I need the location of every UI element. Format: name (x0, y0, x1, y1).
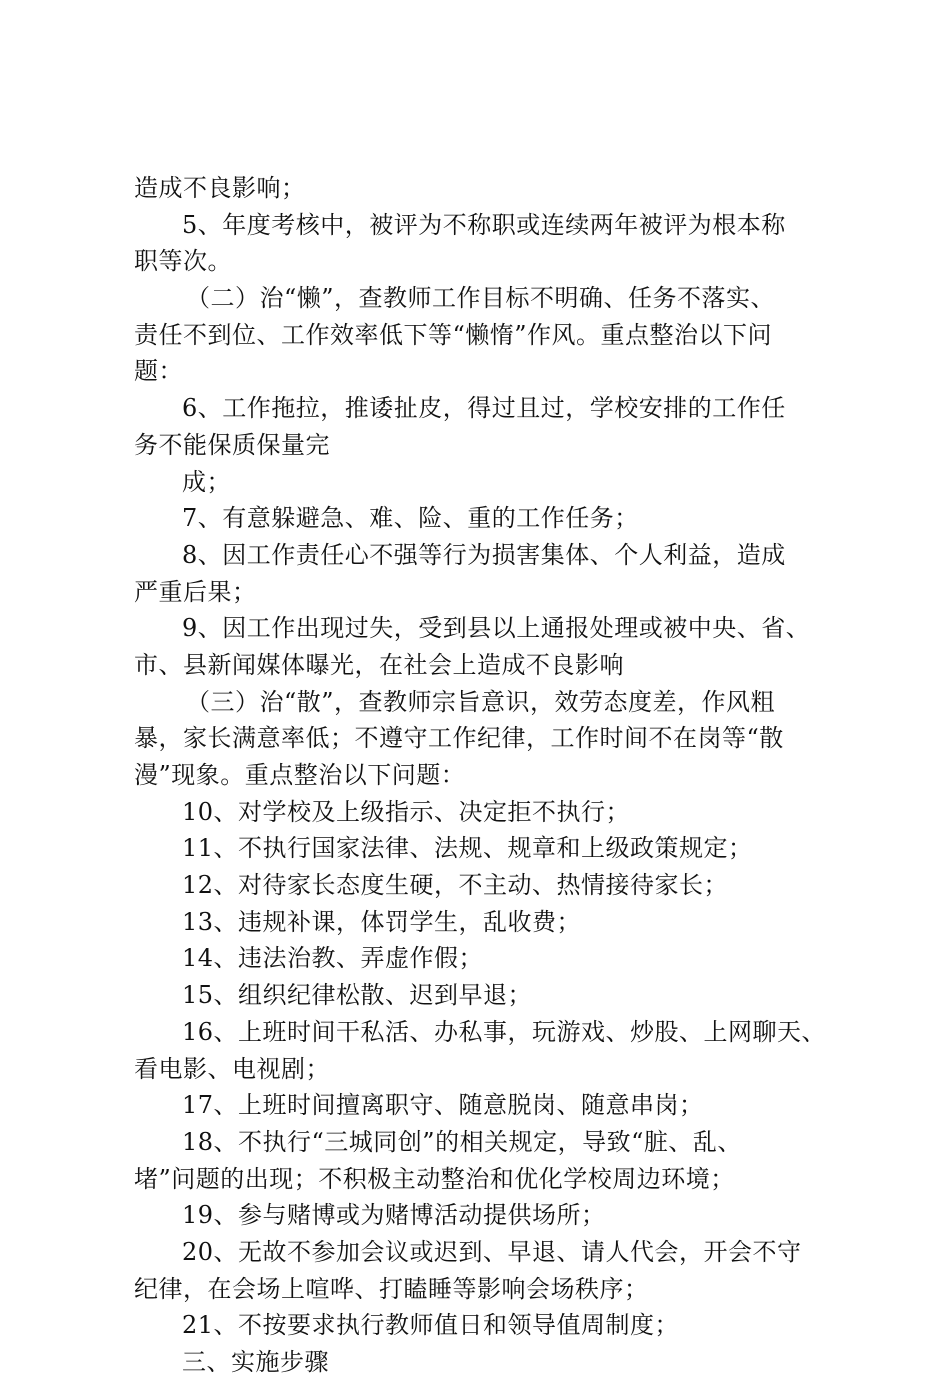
text-line: 8、因工作责任心不强等行为损害集体、个人利益，造成 (182, 540, 786, 569)
text-line: 16、上班时间干私活、办私事，玩游戏、炒股、上网聊天、 (182, 1017, 827, 1046)
text-line: 责任不到位、工作效率低下等“懒惰”作风。重点整治以下问 (134, 320, 773, 349)
text-line: 19、参与赌博或为赌博活动提供场所； (182, 1201, 606, 1230)
document-body (134, 170, 834, 1381)
text-line: 题： (134, 357, 183, 386)
text-line: 21、不按要求执行教师值日和领导值周制度； (182, 1311, 680, 1340)
text-line: 12、对待家长态度生硬，不主动、热情接待家长； (182, 871, 729, 900)
text-line: 15、组织纪律松散、迟到早退； (182, 981, 533, 1010)
text-line: 14、违法治教、弄虚作假； (182, 944, 484, 973)
text-line: 暴，家长满意率低；不遵守工作纪律，工作时间不在岗等“散 (134, 724, 784, 753)
text-line: 务不能保质保量完 (134, 430, 330, 459)
text-line: 7、有意躲避急、难、险、重的工作任务； (182, 504, 639, 533)
section-heading: 三、实施步骤 (182, 1348, 329, 1376)
text-line: 市、县新闻媒体曝光，在社会上造成不良影响 (134, 650, 624, 679)
section-heading: （三）治“散”，查教师宗旨意识，效劳态度差，作风粗 (186, 687, 776, 716)
text-line: 漫”现象。重点整治以下问题： (134, 761, 466, 789)
text-line: 9、因工作出现过失，受到县以上通报处理或被中央、省、 (182, 614, 811, 643)
text-line: 11、不执行国家法律、法规、规章和上级政策规定； (182, 834, 753, 863)
text-line: 17、上班时间擅离职守、随意脱岗、随意串岗； (182, 1091, 704, 1120)
text-line: 13、违规补课，体罚学生，乱收费； (182, 907, 582, 936)
text-line: 6、工作拖拉，推诿扯皮，得过且过，学校安排的工作任 (182, 394, 786, 423)
text-line: 10、对学校及上级指示、决定拒不执行； (182, 797, 631, 826)
section-heading: （二）治“懒”，查教师工作目标不明确、任务不落实、 (186, 284, 776, 313)
text-line: 18、不执行“三城同创”的相关规定，导致“脏、乱、 (182, 1127, 742, 1156)
text-line: 看电影、电视剧； (134, 1054, 330, 1083)
text-line: 5、年度考核中，被评为不称职或连续两年被评为根本称 (182, 210, 786, 239)
text-line: 造成不良影响； (134, 174, 306, 202)
text-line: 20、无故不参加会议或迟到、早退、请人代会，开会不守 (182, 1237, 802, 1266)
text-line: 成； (182, 467, 231, 496)
text-line: 堵”问题的出现；不积极主动整治和优化学校周边环境； (134, 1164, 735, 1193)
text-line: 纪律，在会场上喧哗、打瞌睡等影响会场秩序； (134, 1274, 649, 1303)
text-line: 严重后果； (134, 577, 257, 606)
text-line: 职等次。 (134, 247, 232, 276)
